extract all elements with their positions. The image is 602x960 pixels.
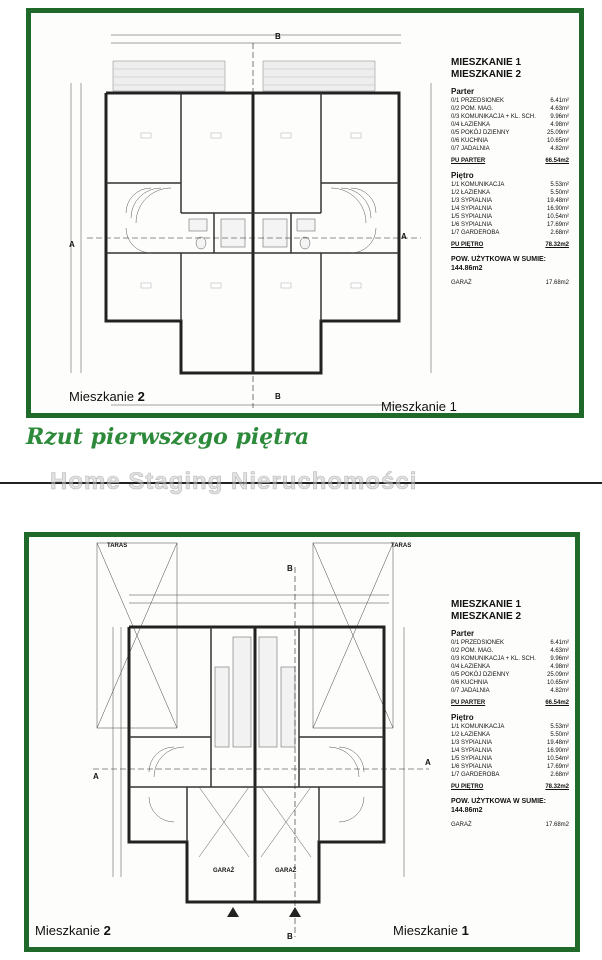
legend-row: 0/4 ŁAZIENKA 4.98m²	[451, 122, 569, 128]
legend-pietro-title: Piętro	[451, 713, 474, 722]
section-marker-b-bottom: B	[275, 392, 281, 401]
legend-row: 1/2 ŁAZIENKA 5.50m²	[451, 190, 569, 196]
section-marker-a-right: A	[425, 758, 431, 767]
legend-row: 1/5 SYPIALNIA 10.54m²	[451, 214, 569, 220]
section-marker-a-left: A	[93, 772, 99, 781]
legend-row: 1/2 ŁAZIENKA 5.50m²	[451, 732, 569, 738]
legend-row: 1/7 GARDEROBA 2.68m²	[451, 230, 569, 236]
caption-apartment-1: Mieszkanie 1	[393, 923, 469, 938]
section-marker-b-top: B	[287, 564, 293, 573]
caption-apartment-2: Mieszkanie 2	[35, 923, 111, 938]
taras-label-left: TARAS	[107, 543, 128, 549]
legend-row: 0/6 KUCHNIA 10.65m²	[451, 680, 569, 686]
floor-plan-sheet-upper	[26, 8, 584, 418]
legend-pu-pietro: PU PIĘTRO 78.32m2	[451, 784, 569, 790]
section-marker-b-top: B	[275, 32, 281, 41]
floor-plan-sheet-ground	[24, 532, 580, 952]
legend-garage: GARAŻ 17.68m2	[451, 822, 569, 828]
legend-row: 1/1 KOMUNIKACJA 5.53m²	[451, 724, 569, 730]
legend-parter-title: Parter	[451, 629, 475, 638]
legend-parter-title: Parter	[451, 87, 475, 96]
legend-pu-pietro: PU PIĘTRO 78.32m2	[451, 242, 569, 248]
legend-row: 0/2 POM. MAG. 4.63m²	[451, 648, 569, 654]
legend-apartment-2: MIESZKANIE 2	[451, 69, 522, 80]
legend-row: 0/5 POKÓJ DZIENNY 25.09m²	[451, 672, 569, 678]
area-legend-ground	[451, 599, 569, 829]
section-title: Rzut pierwszego piętra	[26, 424, 310, 450]
legend-apartment-1: MIESZKANIE 1	[451, 57, 522, 68]
legend-row: 1/3 SYPIALNIA 19.48m²	[451, 198, 569, 204]
legend-sum-label: POW. UŻYTKOWA W SUMIE:	[451, 256, 547, 263]
legend-row: 1/6 SYPIALNIA 17.69m²	[451, 222, 569, 228]
legend-sum-value: 144.86m2	[451, 807, 483, 814]
caption-apartment-1: Mieszkanie 1	[381, 399, 457, 414]
legend-row: 1/6 SYPIALNIA 17.69m²	[451, 764, 569, 770]
section-marker-a-left: A	[69, 240, 75, 249]
legend-garage: GARAŻ 17.68m2	[451, 280, 569, 286]
legend-row: 0/6 KUCHNIA 10.65m²	[451, 138, 569, 144]
legend-row: 0/2 POM. MAG. 4.63m²	[451, 106, 569, 112]
section-marker-b-bottom: B	[287, 932, 293, 941]
legend-row: 0/4 ŁAZIENKA 4.98m²	[451, 664, 569, 670]
legend-pu-parter: PU PARTER 66.54m2	[451, 700, 569, 706]
legend-row: 0/7 JADALNIA 4.82m²	[451, 146, 569, 152]
legend-row: 1/4 SYPIALNIA 16.90m²	[451, 206, 569, 212]
garage-label-right: GARAŻ	[275, 868, 297, 874]
legend-pietro-title: Piętro	[451, 171, 474, 180]
section-marker-a-right: A	[401, 232, 407, 241]
legend-apartment-1: MIESZKANIE 1	[451, 599, 522, 610]
legend-row: 1/5 SYPIALNIA 10.54m²	[451, 756, 569, 762]
area-legend-upper	[451, 57, 569, 287]
legend-pu-parter: PU PARTER 66.54m2	[451, 158, 569, 164]
legend-row: 1/7 GARDEROBA 2.68m²	[451, 772, 569, 778]
legend-row: 0/1 PRZEDSIONEK 6.41m²	[451, 640, 569, 646]
caption-apartment-2: Mieszkanie 2	[69, 389, 145, 404]
legend-row: 0/5 POKÓJ DZIENNY 25.09m²	[451, 130, 569, 136]
taras-label-right: TARAS	[391, 543, 412, 549]
watermark: Home Staging Nieruchomości	[50, 468, 418, 495]
legend-row: 0/3 KOMUNIKACJA + KL. SCH. 9.96m²	[451, 114, 569, 120]
legend-apartment-2: MIESZKANIE 2	[451, 611, 522, 622]
garage-label-left: GARAŻ	[213, 868, 235, 874]
legend-row: 0/3 KOMUNIKACJA + KL. SCH. 9.96m²	[451, 656, 569, 662]
legend-row: 1/3 SYPIALNIA 19.48m²	[451, 740, 569, 746]
legend-row: 1/1 KOMUNIKACJA 5.53m²	[451, 182, 569, 188]
legend-sum-label: POW. UŻYTKOWA W SUMIE:	[451, 798, 547, 805]
legend-row: 0/1 PRZEDSIONEK 6.41m²	[451, 98, 569, 104]
legend-row: 0/7 JADALNIA 4.82m²	[451, 688, 569, 694]
legend-sum-value: 144.86m2	[451, 265, 483, 272]
legend-row: 1/4 SYPIALNIA 16.90m²	[451, 748, 569, 754]
